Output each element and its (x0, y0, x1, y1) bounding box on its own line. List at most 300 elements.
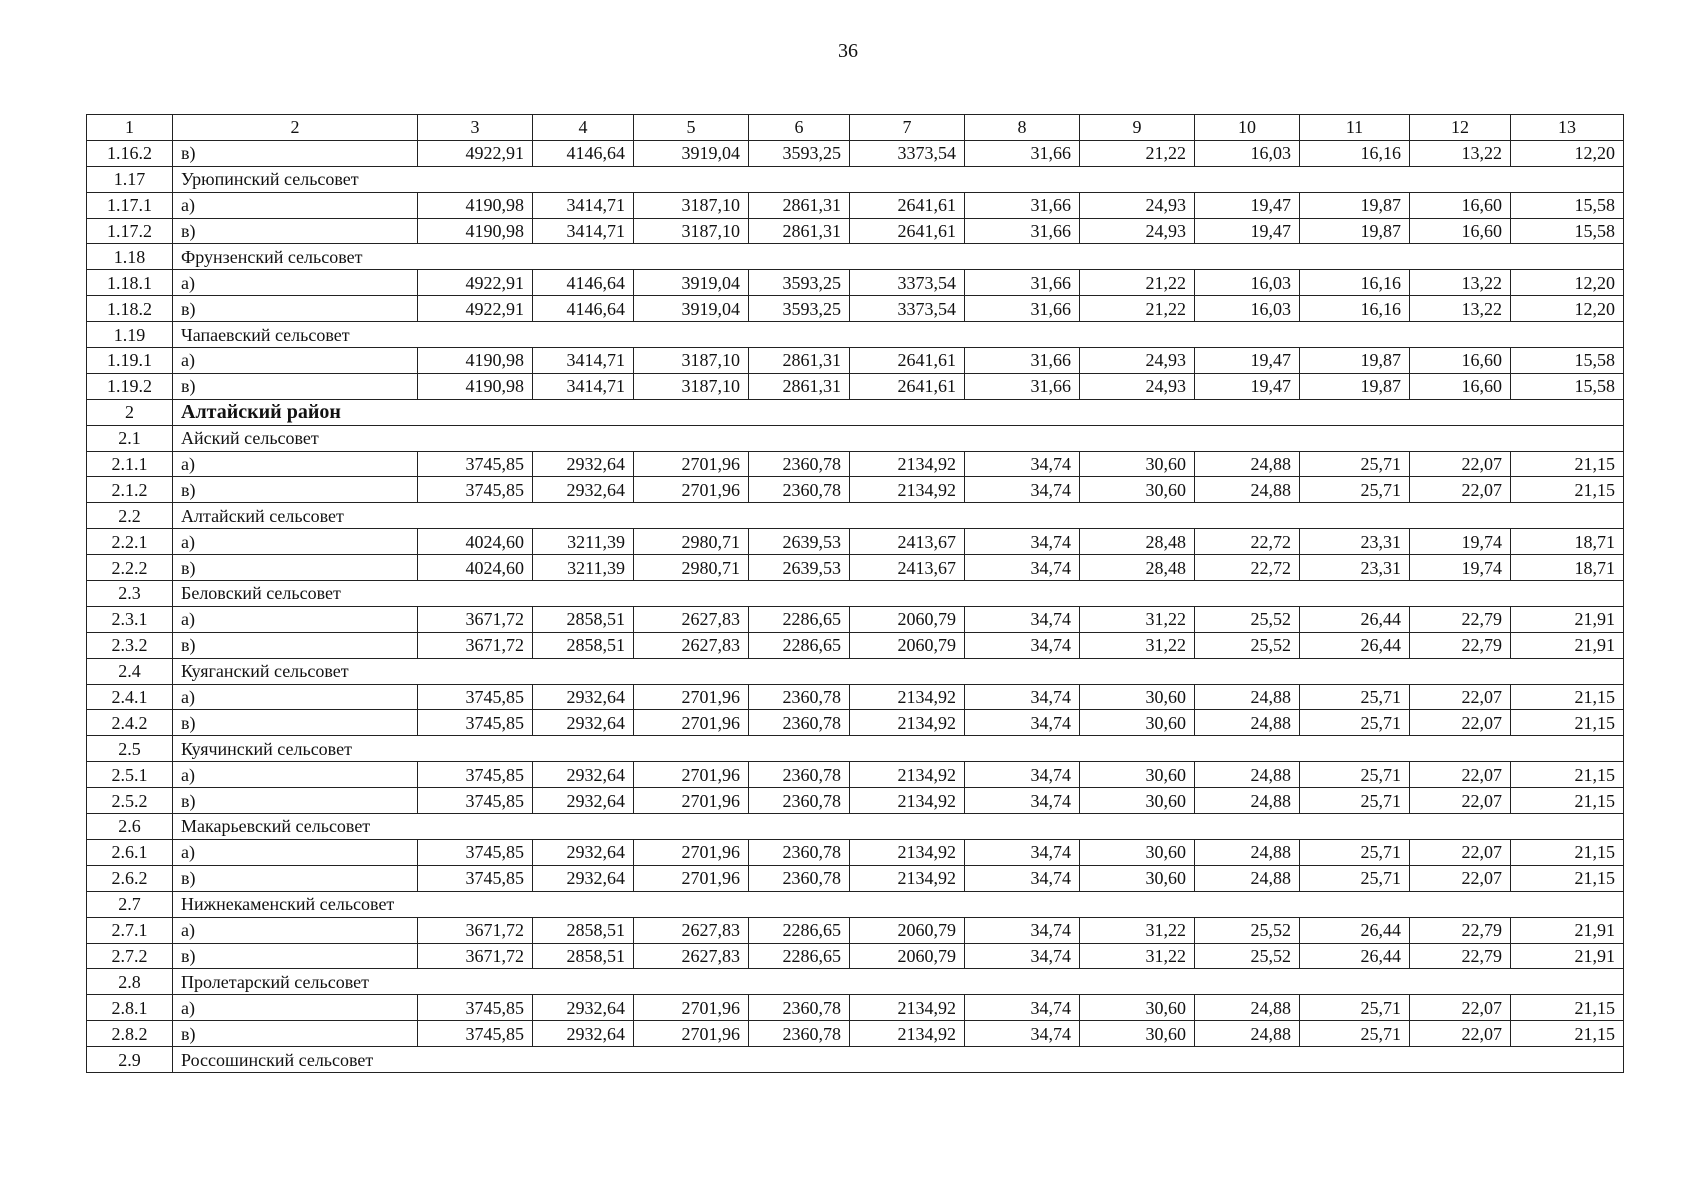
value-cell: 2701,96 (634, 762, 749, 788)
value-cell: 30,60 (1080, 762, 1195, 788)
value-cell: 4190,98 (418, 348, 533, 374)
value-cell: 2639,53 (749, 555, 850, 581)
value-cell: 26,44 (1300, 632, 1410, 658)
row-number: 2.6.1 (87, 839, 173, 865)
value-cell: 21,15 (1511, 710, 1624, 736)
value-cell: 31,22 (1080, 943, 1195, 969)
table-row (87, 348, 1624, 374)
value-cell: 21,91 (1511, 917, 1624, 943)
value-cell: 13,22 (1410, 140, 1511, 166)
value-cell: 4922,91 (418, 140, 533, 166)
value-cell: 34,74 (965, 606, 1080, 632)
value-cell: 2134,92 (850, 995, 965, 1021)
value-cell: 2134,92 (850, 477, 965, 503)
value-cell: 22,07 (1410, 865, 1511, 891)
value-cell: 28,48 (1080, 555, 1195, 581)
value-cell: 3187,10 (634, 373, 749, 399)
value-cell: 3211,39 (533, 529, 634, 555)
value-cell: 21,15 (1511, 839, 1624, 865)
value-cell: 12,20 (1511, 296, 1624, 322)
value-cell: 3745,85 (418, 710, 533, 736)
value-cell: 25,52 (1195, 943, 1300, 969)
table-row (87, 943, 1624, 969)
value-cell: 2932,64 (533, 762, 634, 788)
row-label: а) (173, 917, 418, 943)
value-cell: 4190,98 (418, 218, 533, 244)
settlement-name: Беловский сельсовет (173, 581, 1624, 607)
value-cell: 24,93 (1080, 373, 1195, 399)
value-cell: 21,15 (1511, 995, 1624, 1021)
table-row (87, 606, 1624, 632)
settlement-name: Россошинский сельсовет (173, 1047, 1624, 1073)
row-number: 2.1.1 (87, 451, 173, 477)
settlement-row (87, 581, 1624, 607)
value-cell: 3745,85 (418, 995, 533, 1021)
value-cell: 18,71 (1511, 555, 1624, 581)
value-cell: 3671,72 (418, 606, 533, 632)
row-number: 1.16.2 (87, 140, 173, 166)
value-cell: 3919,04 (634, 270, 749, 296)
value-cell: 3671,72 (418, 917, 533, 943)
value-cell: 21,91 (1511, 606, 1624, 632)
value-cell: 3593,25 (749, 270, 850, 296)
settlement-row (87, 1047, 1624, 1073)
value-cell: 26,44 (1300, 917, 1410, 943)
table-row (87, 451, 1624, 477)
settlement-row (87, 244, 1624, 270)
value-cell: 2286,65 (749, 632, 850, 658)
value-cell: 24,88 (1195, 1021, 1300, 1047)
value-cell: 2134,92 (850, 762, 965, 788)
value-cell: 16,03 (1195, 270, 1300, 296)
value-cell: 2134,92 (850, 839, 965, 865)
table-row (87, 555, 1624, 581)
value-cell: 2701,96 (634, 1021, 749, 1047)
value-cell: 15,58 (1511, 218, 1624, 244)
row-label: а) (173, 192, 418, 218)
value-cell: 16,03 (1195, 296, 1300, 322)
column-number-header: 7 (850, 115, 965, 141)
value-cell: 3745,85 (418, 762, 533, 788)
row-label: а) (173, 451, 418, 477)
row-number: 1.19.1 (87, 348, 173, 374)
value-cell: 19,74 (1410, 555, 1511, 581)
value-cell: 3414,71 (533, 218, 634, 244)
row-number: 1.19.2 (87, 373, 173, 399)
row-number: 2.3 (87, 581, 173, 607)
value-cell: 2360,78 (749, 788, 850, 814)
value-cell: 2932,64 (533, 710, 634, 736)
value-cell: 3745,85 (418, 477, 533, 503)
column-number-header: 12 (1410, 115, 1511, 141)
value-cell: 2360,78 (749, 1021, 850, 1047)
row-number: 1.17 (87, 166, 173, 192)
value-cell: 2060,79 (850, 632, 965, 658)
settlement-name: Фрунзенский сельсовет (173, 244, 1624, 270)
column-number-header: 11 (1300, 115, 1410, 141)
value-cell: 2701,96 (634, 865, 749, 891)
value-cell: 16,60 (1410, 192, 1511, 218)
value-cell: 22,07 (1410, 710, 1511, 736)
value-cell: 22,79 (1410, 632, 1511, 658)
value-cell: 3593,25 (749, 296, 850, 322)
value-cell: 24,93 (1080, 192, 1195, 218)
value-cell: 25,71 (1300, 684, 1410, 710)
value-cell: 2858,51 (533, 632, 634, 658)
row-number: 2 (87, 399, 173, 425)
table-row (87, 373, 1624, 399)
row-label: а) (173, 529, 418, 555)
value-cell: 19,87 (1300, 348, 1410, 374)
value-cell: 2858,51 (533, 943, 634, 969)
value-cell: 2858,51 (533, 917, 634, 943)
row-number: 2.2.2 (87, 555, 173, 581)
value-cell: 24,88 (1195, 762, 1300, 788)
value-cell: 2701,96 (634, 710, 749, 736)
settlement-name: Алтайский сельсовет (173, 503, 1624, 529)
value-cell: 2286,65 (749, 917, 850, 943)
settlement-row (87, 969, 1624, 995)
value-cell: 34,74 (965, 529, 1080, 555)
table-row (87, 270, 1624, 296)
value-cell: 31,66 (965, 373, 1080, 399)
value-cell: 30,60 (1080, 684, 1195, 710)
value-cell: 2627,83 (634, 917, 749, 943)
value-cell: 15,58 (1511, 192, 1624, 218)
row-number: 1.17.1 (87, 192, 173, 218)
value-cell: 3745,85 (418, 865, 533, 891)
value-cell: 22,07 (1410, 477, 1511, 503)
value-cell: 34,74 (965, 632, 1080, 658)
value-cell: 21,91 (1511, 632, 1624, 658)
value-cell: 2360,78 (749, 710, 850, 736)
value-cell: 25,71 (1300, 710, 1410, 736)
value-cell: 3745,85 (418, 839, 533, 865)
settlement-name: Айский сельсовет (173, 425, 1624, 451)
value-cell: 2134,92 (850, 788, 965, 814)
row-label: а) (173, 270, 418, 296)
value-cell: 19,74 (1410, 529, 1511, 555)
value-cell: 25,71 (1300, 1021, 1410, 1047)
value-cell: 2932,64 (533, 788, 634, 814)
row-label: в) (173, 373, 418, 399)
value-cell: 31,66 (965, 296, 1080, 322)
value-cell: 3745,85 (418, 684, 533, 710)
value-cell: 30,60 (1080, 788, 1195, 814)
value-cell: 4146,64 (533, 140, 634, 166)
value-cell: 23,31 (1300, 555, 1410, 581)
value-cell: 34,74 (965, 943, 1080, 969)
value-cell: 30,60 (1080, 477, 1195, 503)
settlement-name: Нижнекаменский сельсовет (173, 891, 1624, 917)
tariff-table (86, 114, 1624, 1073)
value-cell: 24,93 (1080, 348, 1195, 374)
value-cell: 4190,98 (418, 373, 533, 399)
value-cell: 2627,83 (634, 606, 749, 632)
value-cell: 34,74 (965, 917, 1080, 943)
value-cell: 26,44 (1300, 943, 1410, 969)
value-cell: 22,07 (1410, 839, 1511, 865)
table-body (87, 115, 1624, 1073)
table-row (87, 839, 1624, 865)
value-cell: 21,15 (1511, 451, 1624, 477)
table-row (87, 140, 1624, 166)
value-cell: 3211,39 (533, 555, 634, 581)
row-number: 2.7 (87, 891, 173, 917)
value-cell: 3745,85 (418, 788, 533, 814)
value-cell: 24,88 (1195, 451, 1300, 477)
value-cell: 19,87 (1300, 218, 1410, 244)
value-cell: 22,79 (1410, 943, 1511, 969)
value-cell: 34,74 (965, 865, 1080, 891)
column-number-header: 2 (173, 115, 418, 141)
value-cell: 4024,60 (418, 555, 533, 581)
value-cell: 21,15 (1511, 788, 1624, 814)
value-cell: 2932,64 (533, 451, 634, 477)
value-cell: 16,60 (1410, 348, 1511, 374)
row-label: в) (173, 477, 418, 503)
row-label: а) (173, 839, 418, 865)
value-cell: 3919,04 (634, 140, 749, 166)
settlement-row (87, 166, 1624, 192)
row-number: 2.3.2 (87, 632, 173, 658)
value-cell: 16,16 (1300, 296, 1410, 322)
value-cell: 25,52 (1195, 632, 1300, 658)
value-cell: 21,22 (1080, 270, 1195, 296)
row-number: 1.18 (87, 244, 173, 270)
row-number: 2.2.1 (87, 529, 173, 555)
value-cell: 22,07 (1410, 684, 1511, 710)
table-row (87, 710, 1624, 736)
value-cell: 2413,67 (850, 529, 965, 555)
value-cell: 25,52 (1195, 917, 1300, 943)
value-cell: 2360,78 (749, 995, 850, 1021)
row-number: 1.19 (87, 322, 173, 348)
value-cell: 34,74 (965, 1021, 1080, 1047)
value-cell: 15,58 (1511, 348, 1624, 374)
value-cell: 23,31 (1300, 529, 1410, 555)
value-cell: 2701,96 (634, 839, 749, 865)
value-cell: 31,22 (1080, 606, 1195, 632)
value-cell: 24,88 (1195, 710, 1300, 736)
value-cell: 34,74 (965, 995, 1080, 1021)
value-cell: 3745,85 (418, 1021, 533, 1047)
value-cell: 3187,10 (634, 192, 749, 218)
value-cell: 2641,61 (850, 218, 965, 244)
value-cell: 2861,31 (749, 192, 850, 218)
value-cell: 3187,10 (634, 218, 749, 244)
column-number-header: 8 (965, 115, 1080, 141)
value-cell: 2701,96 (634, 995, 749, 1021)
table-row (87, 296, 1624, 322)
table-row (87, 684, 1624, 710)
value-cell: 24,93 (1080, 218, 1195, 244)
value-cell: 2641,61 (850, 192, 965, 218)
settlement-name: Пролетарский сельсовет (173, 969, 1624, 995)
row-label: в) (173, 140, 418, 166)
row-label: в) (173, 943, 418, 969)
value-cell: 21,15 (1511, 1021, 1624, 1047)
row-number: 2.4 (87, 658, 173, 684)
value-cell: 2134,92 (850, 684, 965, 710)
row-number: 2.5.2 (87, 788, 173, 814)
value-cell: 22,72 (1195, 529, 1300, 555)
table-row (87, 762, 1624, 788)
value-cell: 3373,54 (850, 296, 965, 322)
value-cell: 4190,98 (418, 192, 533, 218)
value-cell: 19,87 (1300, 373, 1410, 399)
value-cell: 25,52 (1195, 606, 1300, 632)
value-cell: 16,16 (1300, 270, 1410, 296)
row-number: 2.8.2 (87, 1021, 173, 1047)
value-cell: 22,07 (1410, 762, 1511, 788)
value-cell: 2627,83 (634, 632, 749, 658)
value-cell: 34,74 (965, 684, 1080, 710)
row-number: 2.2 (87, 503, 173, 529)
value-cell: 2932,64 (533, 995, 634, 1021)
value-cell: 25,71 (1300, 788, 1410, 814)
row-number: 1.18.2 (87, 296, 173, 322)
value-cell: 4146,64 (533, 270, 634, 296)
column-number-header: 5 (634, 115, 749, 141)
value-cell: 30,60 (1080, 710, 1195, 736)
table-row (87, 995, 1624, 1021)
value-cell: 26,44 (1300, 606, 1410, 632)
row-label: в) (173, 218, 418, 244)
value-cell: 22,07 (1410, 1021, 1511, 1047)
row-number: 2.3.1 (87, 606, 173, 632)
value-cell: 3593,25 (749, 140, 850, 166)
value-cell: 2980,71 (634, 529, 749, 555)
value-cell: 3414,71 (533, 348, 634, 374)
value-cell: 2858,51 (533, 606, 634, 632)
column-number-header: 10 (1195, 115, 1300, 141)
value-cell: 25,71 (1300, 762, 1410, 788)
value-cell: 21,22 (1080, 140, 1195, 166)
settlement-name: Макарьевский сельсовет (173, 814, 1624, 840)
value-cell: 15,58 (1511, 373, 1624, 399)
value-cell: 34,74 (965, 839, 1080, 865)
value-cell: 2861,31 (749, 373, 850, 399)
row-label: а) (173, 762, 418, 788)
row-number: 2.8.1 (87, 995, 173, 1021)
settlement-row (87, 736, 1624, 762)
value-cell: 24,88 (1195, 684, 1300, 710)
value-cell: 2060,79 (850, 917, 965, 943)
value-cell: 3373,54 (850, 270, 965, 296)
value-cell: 2932,64 (533, 1021, 634, 1047)
table-row (87, 477, 1624, 503)
value-cell: 21,15 (1511, 865, 1624, 891)
value-cell: 24,88 (1195, 865, 1300, 891)
value-cell: 34,74 (965, 788, 1080, 814)
value-cell: 31,66 (965, 192, 1080, 218)
row-number: 2.5 (87, 736, 173, 762)
value-cell: 13,22 (1410, 270, 1511, 296)
value-cell: 31,66 (965, 140, 1080, 166)
value-cell: 31,22 (1080, 917, 1195, 943)
value-cell: 12,20 (1511, 140, 1624, 166)
table-row (87, 1021, 1624, 1047)
settlement-row (87, 891, 1624, 917)
value-cell: 2627,83 (634, 943, 749, 969)
settlement-name: Куячинский сельсовет (173, 736, 1624, 762)
value-cell: 2134,92 (850, 1021, 965, 1047)
value-cell: 24,88 (1195, 995, 1300, 1021)
value-cell: 2641,61 (850, 348, 965, 374)
table-row (87, 917, 1624, 943)
value-cell: 21,91 (1511, 943, 1624, 969)
value-cell: 3671,72 (418, 632, 533, 658)
value-cell: 3919,04 (634, 296, 749, 322)
row-label: в) (173, 865, 418, 891)
value-cell: 2701,96 (634, 451, 749, 477)
value-cell: 21,22 (1080, 296, 1195, 322)
value-cell: 34,74 (965, 477, 1080, 503)
value-cell: 31,66 (965, 348, 1080, 374)
value-cell: 2360,78 (749, 451, 850, 477)
value-cell: 30,60 (1080, 451, 1195, 477)
value-cell: 4146,64 (533, 296, 634, 322)
row-label: в) (173, 296, 418, 322)
value-cell: 22,07 (1410, 995, 1511, 1021)
row-number: 2.5.1 (87, 762, 173, 788)
value-cell: 2932,64 (533, 865, 634, 891)
value-cell: 2861,31 (749, 218, 850, 244)
page-number: 36 (838, 40, 858, 62)
value-cell: 30,60 (1080, 865, 1195, 891)
settlement-row (87, 322, 1624, 348)
value-cell: 3373,54 (850, 140, 965, 166)
settlement-name: Куяганский сельсовет (173, 658, 1624, 684)
table-row (87, 218, 1624, 244)
value-cell: 4024,60 (418, 529, 533, 555)
value-cell: 16,03 (1195, 140, 1300, 166)
row-label: в) (173, 710, 418, 736)
row-number: 2.6.2 (87, 865, 173, 891)
value-cell: 25,71 (1300, 865, 1410, 891)
value-cell: 2641,61 (850, 373, 965, 399)
value-cell: 19,47 (1195, 218, 1300, 244)
value-cell: 25,71 (1300, 839, 1410, 865)
settlement-row (87, 814, 1624, 840)
district-name: Алтайский район (173, 399, 1624, 425)
table-row (87, 632, 1624, 658)
value-cell: 12,20 (1511, 270, 1624, 296)
column-number-header: 1 (87, 115, 173, 141)
value-cell: 30,60 (1080, 839, 1195, 865)
value-cell: 21,15 (1511, 762, 1624, 788)
value-cell: 3745,85 (418, 451, 533, 477)
value-cell: 2701,96 (634, 477, 749, 503)
row-number: 1.17.2 (87, 218, 173, 244)
value-cell: 13,22 (1410, 296, 1511, 322)
value-cell: 34,74 (965, 710, 1080, 736)
row-label: в) (173, 788, 418, 814)
value-cell: 2932,64 (533, 477, 634, 503)
row-label: в) (173, 555, 418, 581)
value-cell: 22,07 (1410, 788, 1511, 814)
row-number: 2.4.1 (87, 684, 173, 710)
value-cell: 22,79 (1410, 917, 1511, 943)
value-cell: 24,88 (1195, 477, 1300, 503)
value-cell: 2286,65 (749, 943, 850, 969)
value-cell: 21,15 (1511, 477, 1624, 503)
settlement-name: Чапаевский сельсовет (173, 322, 1624, 348)
value-cell: 22,72 (1195, 555, 1300, 581)
table-row (87, 788, 1624, 814)
column-number-header: 13 (1511, 115, 1624, 141)
